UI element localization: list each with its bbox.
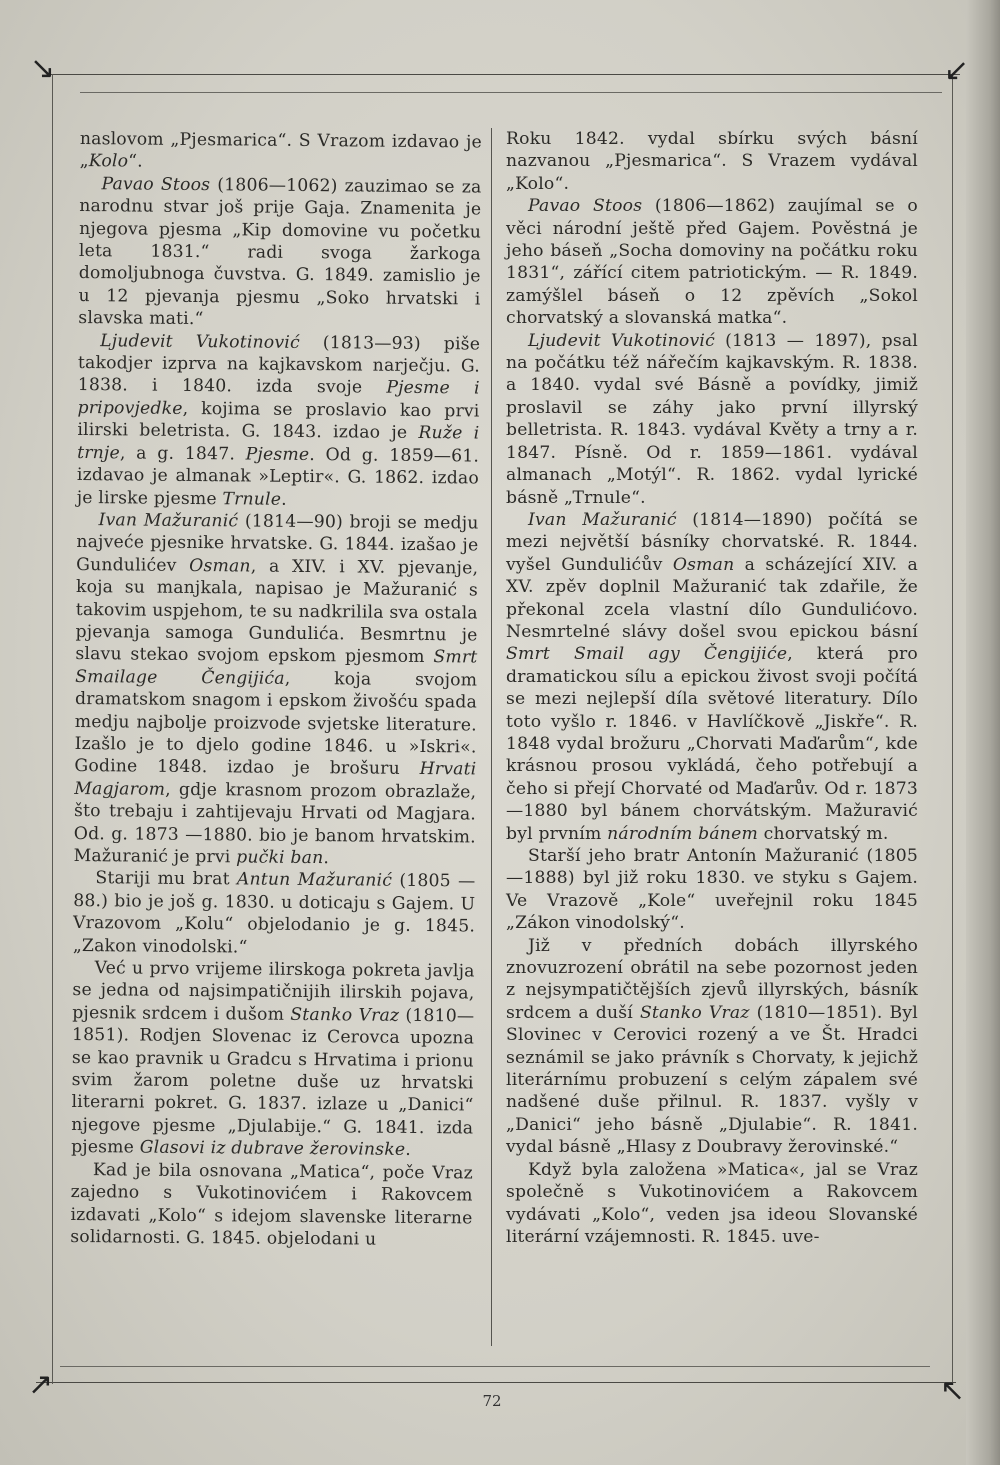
paragraph: Ivan Mažuranić (1814—90) broji se medju najveće pjesnike hrvatske. G. 1844. izašao je Gundulićev Osman, a XIV. i XV. pjevanje, koja su manjkala, napisao je Mažuranić s takovim uspjehom, te su nadkrilila sva ostala pjevanja samoga Gundulića. Besmrtnu je slavu stekao svojom epskom pjesmom Smrt Smailage Čengijića, koja svojom dramatskom snagom i epskom živošću spada medju najbolje proizvode svjetske literature. Izašlo je to djelo godine 1846. u »Iskri«. Godine 1848. izdao je brošuru Hrvati Magjarom, gdje krasnom prozom obrazlaže, što trebaju i zahtijevaju Hrvati od Magjara. Od. g. 1873 —1880. bio je banom hrvatskim. Mažuranić je prvi pučki ban. [73,510,479,869]
paragraph: Već u prvo vrijeme ilirskoga pokreta javlja se jedna od najsimpatičnijih ilirskih pojava, pjesnik srdcem i dušom Stanko Vraz (1810—1851). Rodjen Slovenac iz Cerovca upozna se kao pravnik u Gradcu s Hrvatima i prionu svim žarom poletne duše uz hrvatski literarni pokret. G. 1837. izlaze u „Danici“ njegove pjesme „Djulabije.“ G. 1841. izda pjesme Glasovi iz dubrave žerovinske. [71,958,475,1161]
rule-bottom [60,1366,930,1367]
paragraph: Kad je bila osnovana „Matica“, poče Vraz zajedno s Vukotinovićem i Rakovcem izdavati „Kolo“ s idejom slavenske literarne solidarnosti. G. 1845. objelodani u [70,1159,473,1250]
paragraph: Když byla založena »Matica«, jal se Vraz společně s Vukotinovićem a Rakovcem vydávati „Kolo“, veden jsa ideou Slovanské literární vzájemnosti. R. 1845. uve- [506,1159,918,1247]
crop-mark-top-right-icon: ↙ [944,53,970,88]
frame-line-left [52,74,53,1384]
page-number: 72 [482,1392,502,1410]
crop-mark-bottom-right-icon: ↖ [940,1373,966,1408]
paragraph: Již v předních dobách illyrského znovuzrození obrátil na sebe pozornost jeden z nejsympatičtějších zjevů illyrských, básník srdcem a duší Stanko Vraz (1810—1851). Byl Slovinec v Cerovici rozený a ve Št. Hradci seznámil se jako právník s Chorvaty, k jejichž literárnímu probuzení s celým zápalem své nadšené duše přilnul. R. 1837. vyšly v „Danici“ jeho básně „Djulabie“. R. 1841. vydal básně „Hlasy z Doubravy žerovinské.“ [506,935,918,1158]
column-divider [491,128,492,1346]
paragraph: Stariji mu brat Antun Mažuranić (1805 —88.) bio je još g. 1830. u doticaju s Gajem. U Vrazovom „Kolu“ objelodanio je g. 1845. „Zakon vinodolski.“ [72,868,476,958]
paragraph: Ljudevit Vukotinović (1813 — 1897), psal na počátku též nářečím kajkavským. R. 1838. a 1840. vydal své Básně a povídky, jimiž proslavil se záhy jako první illyrský belletrista. R. 1843. vydával Květy a trny a r. 1847. Písně. Od r. 1859—1861. vydával almanach „Motýl“. R. 1862. vydal lyrické básně „Trnule“. [506,330,918,508]
paragraph: Starší jeho bratr Antonín Mažuranić (1805—1888) byl již roku 1830. ve styku s Gajem. Ve Vrazově „Kole“ uveřejnil roku 1845 „Zákon vinodolský“. [506,846,918,934]
frame-line-right [952,74,953,1384]
right-column-czech [506,128,918,1248]
frame-line-bottom [36,1382,956,1383]
frame-line-top [48,74,960,75]
paragraph: Ljudevit Vukotinović (1813—93) piše takodjer izprva na kajkavskom narječju. G. 1838. i 1840. izda svoje Pjesme i pripovjedke, kojima se proslavio kao prvi ilirski beletrista. G. 1843. izdao je Ruže i trnje, a g. 1847. Pjesme. Od g. 1859—61. izdavao je almanak »Leptir«. G. 1862. izdao je lirske pjesme Trnule. [76,330,481,510]
crop-mark-bottom-left-icon: ↗ [28,1367,54,1402]
paragraph: naslovom „Pjesmarica“. S Vrazom izdavao je „Kolo“. [79,128,482,172]
paragraph: Pavao Stoos (1806—1062) zauzimao se za narodnu stvar još prije Gaja. Znamenita je njegova pjesma „Kip domovine vu početku leta 1831.“ radi svoga žarkoga domoljubnoga čuvstva. G. 1849. zamislio je u 12 pjevanja pjesmu „Soko hrvatski i slavska mati.“ [78,174,482,330]
paragraph: Roku 1842. vydal sbírku svých básní nazvanou „Pjesmarica“. S Vrazem vydával „Kolo“. [506,129,918,194]
page-edge-shadow [966,0,1000,1465]
left-column-croatian [70,128,482,1252]
rule-top [80,92,942,93]
crop-mark-top-left-icon: ↘ [30,51,56,86]
paragraph: Pavao Stoos (1806—1862) zaujímal se o věci národní ještě před Gajem. Pověstná je jeho báseň „Socha domoviny na počátku roku 1831“, zářící citem patriotickým. — R. 1849. zamýšlel báseň o 12 zpěvích „Sokol chorvatský a slovanská matka“. [506,196,918,329]
paragraph: Ivan Mažuranić (1814—1890) počítá se mezi největší básníky chorvatské. R. 1844. vyšel Gundulićův Osman a scházející XIV. a XV. zpěv doplnil Mažuranić tak zdařile, že překonal zcela vlastní dílo Gundulićovo. Nesmrtelné slávy došel svou epickou básní Smrt Smail agy Čengijiće, která pro dramatickou sílu a epickou živost svoji počítá se mezi nejlepší díla světové literatury. Dílo toto vyšlo r. 1846. v Havlíčkově „Jiskře“. R. 1848 vydal brožuru „Chorvati Maďarům“, kde krásnou prosou vykládá, čeho potřebují a čeho si přejí Chorvaté od Maďarův. Od r. 1873—1880 byl bánem chorvátským. Mažuravić byl prvním národním bánem chorvatský m. [506,509,918,844]
